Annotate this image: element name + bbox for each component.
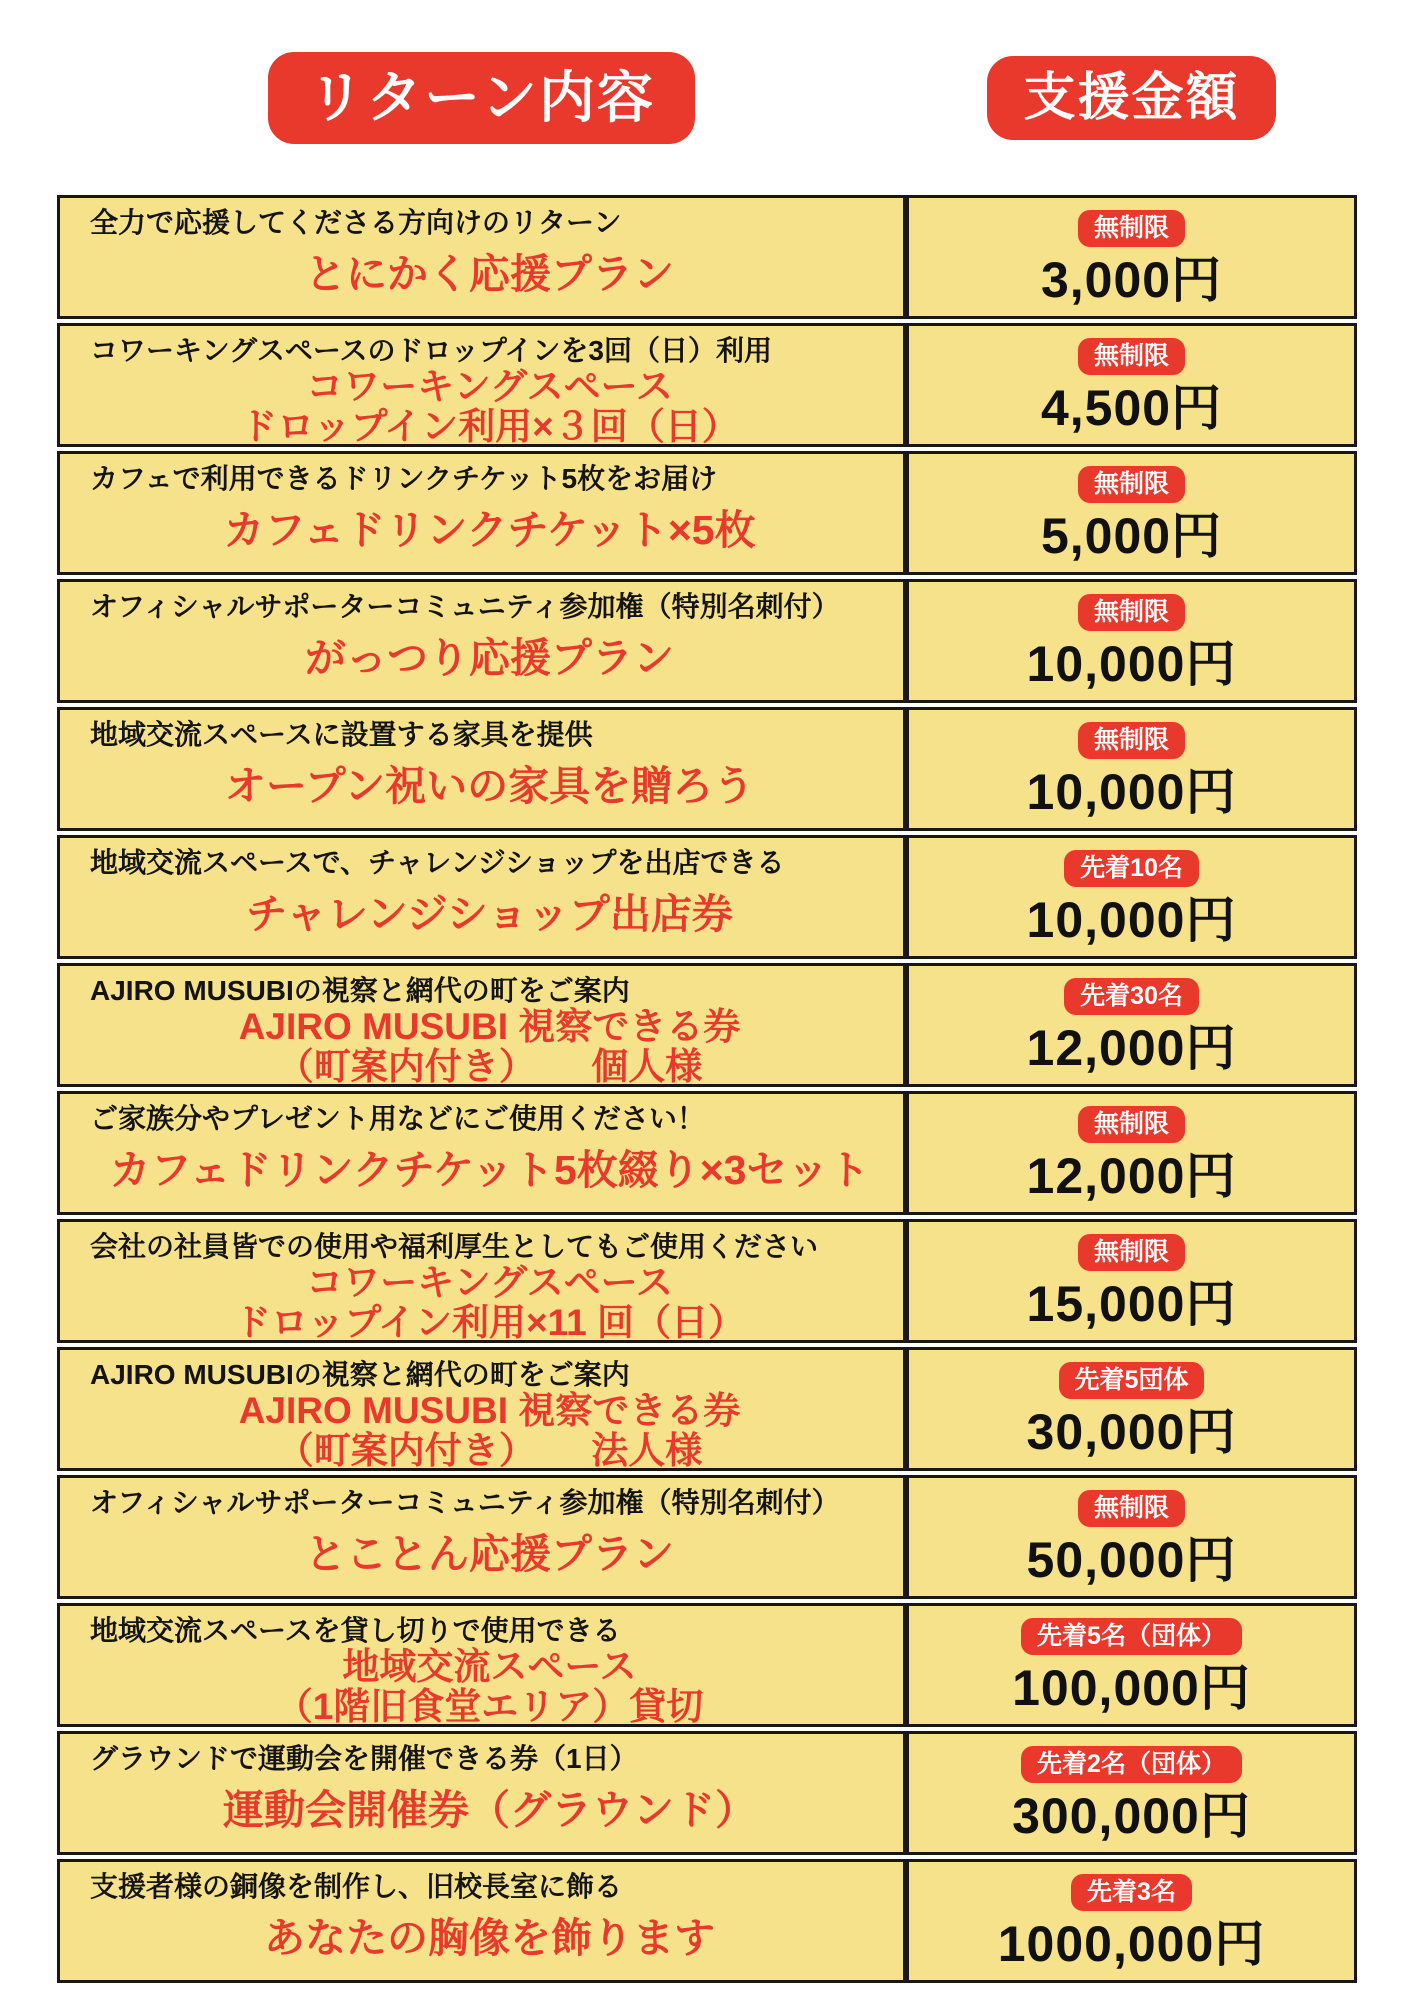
amount-cell [906, 323, 1357, 447]
header [57, 0, 1357, 195]
return-description: AJIRO MUSUBIの視察と網代の町をご案内 [90, 975, 630, 1006]
plan-line: AJIRO MUSUBI 視察できる券 [238, 1005, 741, 1047]
plan-line: あなたの胸像を飾ります [264, 1915, 715, 1962]
table-row [57, 1347, 1357, 1471]
return-plan-name [90, 1903, 889, 1974]
price: 10,000円 [1026, 763, 1237, 820]
price: 100,000円 [1012, 1659, 1251, 1716]
return-plan-name [90, 1007, 889, 1087]
price: 10,000円 [1026, 891, 1237, 948]
limit-badge: 無制限 [1078, 1234, 1185, 1271]
limit-badge: 無制限 [1078, 210, 1185, 247]
table-row [57, 579, 1357, 703]
plan-line: ドロップイン利用×11 回（日） [234, 1301, 745, 1343]
price: 30,000円 [1026, 1403, 1237, 1460]
return-plan-name [90, 751, 889, 822]
return-plan-name [90, 1519, 889, 1590]
return-cell [57, 1347, 906, 1471]
amount-cell [906, 963, 1357, 1087]
limit-badge: 先着30名 [1064, 978, 1199, 1015]
amount-cell [906, 1091, 1357, 1215]
return-description: グラウンドで運動会を開催できる券（1日） [90, 1743, 638, 1774]
table-row [57, 451, 1357, 575]
return-plan-name [90, 367, 889, 447]
plan-line: 地域交流スペース [342, 1645, 637, 1687]
plan-line: カフェドリンクチケット5枚綴り×3セット [109, 1147, 870, 1194]
price: 10,000円 [1026, 635, 1237, 692]
plan-line: （1階旧食堂エリア）貸切 [275, 1685, 704, 1727]
table-row [57, 707, 1357, 831]
amount-cell [906, 835, 1357, 959]
limit-badge: 先着10名 [1064, 850, 1199, 887]
limit-badge: 無制限 [1078, 1490, 1185, 1527]
table-row [57, 1091, 1357, 1215]
return-description: 会社の社員皆での使用や福利厚生としてもご使用ください [90, 1231, 819, 1262]
plan-line: 運動会開催券（グラウンド） [223, 1787, 756, 1834]
limit-badge: 無制限 [1078, 338, 1185, 375]
price: 50,000円 [1026, 1531, 1237, 1588]
plan-line: とことん応援プラン [305, 1531, 674, 1578]
price: 12,000円 [1026, 1019, 1237, 1076]
return-description: ご家族分やプレゼント用などにご使用ください！ [90, 1103, 705, 1134]
return-description: 地域交流スペースを貸し切りで使用できる [90, 1615, 621, 1646]
return-cell [57, 835, 906, 959]
plan-line: カフェドリンクチケット×5枚 [223, 507, 756, 554]
return-description: 地域交流スペースに設置する家具を提供 [90, 719, 593, 750]
price: 12,000円 [1026, 1147, 1237, 1204]
limit-badge: 先着5団体 [1059, 1362, 1205, 1399]
limit-badge: 無制限 [1078, 722, 1185, 759]
limit-badge: 無制限 [1078, 1106, 1185, 1143]
return-description: 支援者様の銅像を制作し、旧校長室に飾る [90, 1871, 623, 1902]
amount-cell [906, 1859, 1357, 1983]
return-cell [57, 963, 906, 1087]
return-description: オフィシャルサポーターコミュニティ参加権（特別名刺付） [90, 1487, 840, 1518]
return-cell [57, 579, 906, 703]
return-description: カフェで利用できるドリンクチケット5枚をお届け [90, 463, 718, 494]
return-description: 地域交流スペースで、チャレンジショップを出店できる [90, 847, 785, 878]
return-cell [57, 1603, 906, 1727]
amount-header-badge: 支援金額 [987, 56, 1275, 140]
amount-cell [906, 195, 1357, 319]
table-row [57, 963, 1357, 1087]
plan-line: コワーキングスペース [306, 1261, 673, 1303]
return-description: コワーキングスペースのドロップインを3回（日）利用 [90, 335, 772, 366]
return-description: オフィシャルサポーターコミュニティ参加権（特別名刺付） [90, 591, 840, 622]
plan-line: チャレンジショップ出店券 [246, 891, 733, 938]
return-cell [57, 1091, 906, 1215]
plan-line: （町案内付き） 個人様 [276, 1045, 703, 1087]
amount-cell [906, 451, 1357, 575]
return-cell [57, 1475, 906, 1599]
plan-line: AJIRO MUSUBI 視察できる券 [238, 1389, 741, 1431]
price: 300,000円 [1012, 1787, 1251, 1844]
return-plan-name [90, 1647, 889, 1727]
price: 5,000円 [1040, 507, 1223, 564]
table-row [57, 323, 1357, 447]
table-row [57, 1603, 1357, 1727]
plan-line: （町案内付き） 法人様 [276, 1429, 703, 1471]
return-cell [57, 195, 906, 319]
limit-badge: 無制限 [1078, 594, 1185, 631]
return-cell [57, 707, 906, 831]
plan-line: がっつり応援プラン [305, 635, 674, 682]
return-description: 全力で応援してくださる方向けのリターン [90, 207, 622, 238]
amount-cell [906, 707, 1357, 831]
return-plan-name [90, 1391, 889, 1471]
limit-badge: 無制限 [1078, 466, 1185, 503]
amount-cell [906, 1475, 1357, 1599]
price: 1000,000円 [997, 1915, 1266, 1972]
table-row [57, 1859, 1357, 1983]
limit-badge: 先着2名（団体） [1021, 1746, 1242, 1783]
returns-table [57, 195, 1357, 1987]
amount-cell [906, 1603, 1357, 1727]
price: 15,000円 [1026, 1275, 1237, 1332]
amount-cell [906, 1219, 1357, 1343]
returns-header-badge: リターン内容 [268, 52, 695, 144]
plan-line: オープン祝いの家具を贈ろう [224, 763, 755, 810]
amount-cell [906, 1347, 1357, 1471]
return-plan-name [90, 623, 889, 694]
return-cell [57, 323, 906, 447]
price: 4,500円 [1040, 379, 1223, 436]
limit-badge: 先着5名（団体） [1021, 1618, 1242, 1655]
amount-cell [906, 579, 1357, 703]
return-plan-name [90, 879, 889, 950]
table-row [57, 835, 1357, 959]
amount-header-column [906, 0, 1357, 195]
return-plan-name [90, 1135, 889, 1206]
plan-line: とにかく応援プラン [305, 251, 674, 298]
return-cell [57, 451, 906, 575]
table-row [57, 1475, 1357, 1599]
amount-cell [906, 1731, 1357, 1855]
returns-header-column [57, 0, 906, 195]
return-plan-name [90, 495, 889, 566]
table-row [57, 195, 1357, 319]
return-cell [57, 1731, 906, 1855]
return-plan-name [90, 239, 889, 310]
limit-badge: 先着3名 [1071, 1874, 1192, 1911]
price: 3,000円 [1040, 251, 1223, 308]
plan-line: ドロップイン利用×３回（日） [240, 405, 739, 447]
return-cell [57, 1219, 906, 1343]
return-description: AJIRO MUSUBIの視察と網代の町をご案内 [90, 1359, 630, 1390]
return-plan-name [90, 1775, 889, 1846]
table-row [57, 1219, 1357, 1343]
table-row [57, 1731, 1357, 1855]
return-plan-name [90, 1263, 889, 1343]
return-cell [57, 1859, 906, 1983]
plan-line: コワーキングスペース [306, 365, 673, 407]
